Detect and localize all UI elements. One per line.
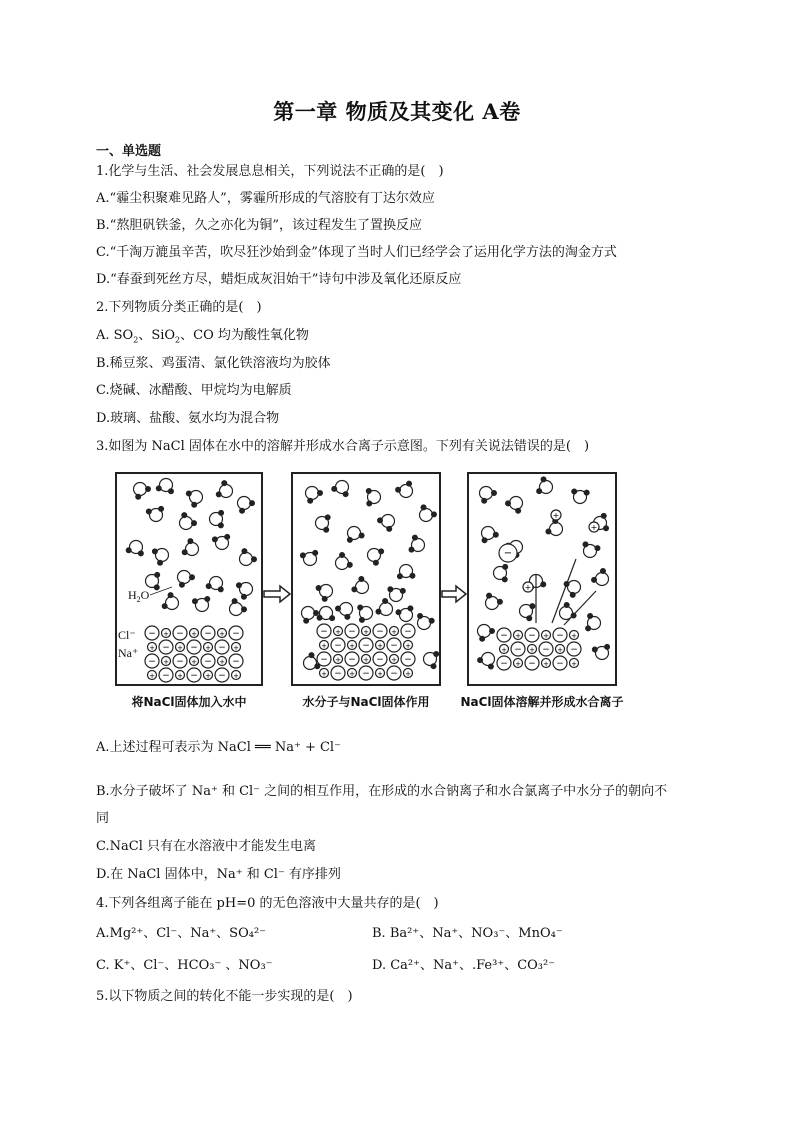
caption-2: 水分子与NaCl固体作用 bbox=[302, 695, 430, 709]
svg-text:+: + bbox=[501, 646, 507, 654]
water-molecule bbox=[396, 481, 413, 497]
svg-text:+: + bbox=[219, 658, 225, 666]
svg-text:−: − bbox=[362, 669, 370, 679]
water-molecule bbox=[216, 481, 232, 498]
q3-option-b-line2: 同 bbox=[96, 811, 110, 826]
water-molecule bbox=[302, 607, 319, 624]
caption-3: NaCl固体溶解并形成水合离子 bbox=[460, 695, 624, 709]
svg-text:+: + bbox=[377, 642, 383, 650]
svg-text:+: + bbox=[391, 656, 397, 664]
q4-option-b: B. Ba²⁺、Na⁺、NO₃⁻、MnO₄⁻ bbox=[372, 926, 563, 941]
svg-text:+: + bbox=[377, 670, 383, 678]
water-molecule bbox=[586, 614, 601, 631]
svg-text:−: − bbox=[528, 631, 536, 641]
water-molecule bbox=[583, 542, 600, 558]
svg-text:+: + bbox=[529, 646, 535, 654]
svg-text:+: + bbox=[177, 672, 183, 680]
q2-stem: 2.下列物质分类正确的是( ) bbox=[96, 300, 262, 315]
svg-text:+: + bbox=[391, 628, 397, 636]
water-molecule bbox=[478, 653, 495, 669]
svg-text:+: + bbox=[363, 656, 369, 664]
svg-text:−: − bbox=[190, 671, 198, 681]
svg-text:−: − bbox=[162, 643, 170, 653]
nacl-dissolution-figure bbox=[96, 463, 700, 719]
q2-option-c: C.烧碱、冰醋酸、甲烷均为电解质 bbox=[96, 383, 292, 398]
water-molecule bbox=[193, 597, 210, 612]
water-molecule bbox=[546, 519, 562, 536]
q3-option-b-line1: B.水分子破坏了 Na⁺ 和 Cl⁻ 之间的相互作用，在形成的水合钠离子和水合氯离子中水分子的朝向不 bbox=[96, 784, 668, 799]
svg-text:−: − bbox=[556, 631, 564, 641]
q1-option-c: C.“千淘万漉虽辛苦，吹尽狂沙始到金”体现了当时人们已经学会了运用化学方法的淘金方式 bbox=[96, 245, 617, 260]
q1-option-a: A.“霾尘积聚难见路人”，雾霾所形成的气溶胶有丁达尔效应 bbox=[96, 191, 435, 206]
water-molecule bbox=[332, 481, 349, 497]
water-molecule bbox=[206, 577, 223, 592]
water-molecule bbox=[336, 553, 353, 570]
water-molecule bbox=[409, 535, 424, 552]
water-molecule bbox=[482, 527, 499, 543]
svg-text:−: − bbox=[503, 548, 513, 559]
water-molecule bbox=[572, 489, 589, 503]
svg-text:−: − bbox=[390, 641, 398, 651]
svg-text:−: − bbox=[514, 645, 522, 655]
water-molecule bbox=[424, 652, 439, 669]
svg-text:+: + bbox=[163, 658, 169, 666]
arrow-2 bbox=[442, 586, 466, 602]
beaker-2 bbox=[292, 473, 440, 685]
svg-text:−: − bbox=[404, 627, 412, 637]
q4-option-c: C. K⁺、Cl⁻、HCO₃⁻ 、NO₃⁻ bbox=[96, 958, 273, 973]
svg-text:−: − bbox=[148, 657, 156, 667]
svg-text:−: − bbox=[500, 631, 508, 641]
water-molecule bbox=[180, 513, 197, 530]
svg-text:−: − bbox=[162, 671, 170, 681]
svg-text:−: − bbox=[376, 627, 384, 637]
svg-text:−: − bbox=[390, 669, 398, 679]
water-molecule bbox=[592, 569, 609, 586]
q2-option-d: D.玻璃、盐酸、氨水均为混合物 bbox=[96, 411, 280, 426]
water-molecule bbox=[396, 606, 413, 622]
caption-1: 将NaCl固体加入水中 bbox=[131, 695, 247, 709]
q3-option-c: C.NaCl 只有在水溶液中才能发生电离 bbox=[96, 839, 316, 854]
water-label: $H_2O$ bbox=[128, 588, 150, 604]
water-molecule bbox=[230, 599, 247, 616]
svg-text:+: + bbox=[524, 583, 532, 592]
svg-text:+: + bbox=[233, 644, 239, 652]
svg-text:−: − bbox=[542, 645, 550, 655]
svg-text:+: + bbox=[543, 632, 549, 640]
svg-text:+: + bbox=[205, 644, 211, 652]
arrow-1 bbox=[264, 586, 290, 602]
svg-text:+: + bbox=[349, 642, 355, 650]
cl-label: Cl⁻ bbox=[118, 628, 136, 642]
water-molecule bbox=[237, 583, 253, 600]
svg-text:−: − bbox=[148, 629, 156, 639]
q2-option-b: B.稀豆浆、鸡蛋清、氯化铁溶液均为胶体 bbox=[96, 356, 331, 371]
water-molecule bbox=[352, 577, 369, 594]
water-molecule bbox=[212, 535, 229, 550]
water-molecule bbox=[178, 571, 195, 588]
page-title: 第一章 物质及其变化 A卷 bbox=[273, 99, 521, 124]
water-molecule bbox=[300, 551, 317, 566]
svg-text:+: + bbox=[349, 670, 355, 678]
water-molecule bbox=[478, 625, 495, 642]
svg-text:+: + bbox=[335, 628, 341, 636]
q3-option-d: D.在 NaCl 固体中，Na⁺ 和 Cl⁻ 有序排列 bbox=[96, 867, 341, 882]
q4-option-a: A.Mg²⁺、Cl⁻、Na⁺、SO₄²⁻ bbox=[96, 926, 267, 941]
svg-text:+: + bbox=[552, 511, 560, 520]
svg-text:−: − bbox=[176, 657, 184, 667]
water-molecule bbox=[388, 587, 405, 602]
water-molecule bbox=[210, 510, 224, 527]
svg-text:−: − bbox=[570, 645, 578, 655]
svg-text:+: + bbox=[219, 630, 225, 638]
svg-text:+: + bbox=[233, 672, 239, 680]
svg-text:+: + bbox=[405, 642, 411, 650]
water-molecule bbox=[537, 477, 553, 494]
q4-option-d: D. Ca²⁺、Na⁺、.Fe³⁺、CO₃²⁻ bbox=[372, 958, 556, 973]
svg-text:−: − bbox=[320, 627, 328, 637]
water-molecule bbox=[366, 489, 380, 506]
water-molecule bbox=[486, 593, 503, 609]
svg-text:−: − bbox=[204, 657, 212, 667]
svg-text:+: + bbox=[571, 660, 577, 668]
water-molecule bbox=[506, 497, 523, 514]
svg-text:+: + bbox=[405, 670, 411, 678]
svg-text:−: − bbox=[376, 655, 384, 665]
water-molecule bbox=[156, 479, 173, 494]
svg-text:+: + bbox=[571, 632, 577, 640]
svg-text:−: − bbox=[334, 641, 342, 651]
q3-option-a: A.上述过程可表示为 NaCl ══ Na⁺ + Cl⁻ bbox=[96, 740, 341, 755]
water-molecule bbox=[520, 604, 535, 621]
water-molecule bbox=[378, 515, 395, 532]
svg-text:−: − bbox=[556, 659, 564, 669]
svg-text:−: − bbox=[528, 659, 536, 669]
water-molecule bbox=[306, 487, 323, 504]
svg-text:+: + bbox=[191, 630, 197, 638]
svg-text:+: + bbox=[163, 630, 169, 638]
water-molecule bbox=[182, 539, 198, 556]
water-molecule bbox=[336, 603, 353, 620]
svg-text:−: − bbox=[190, 643, 198, 653]
q3-stem: 3.如图为 NaCl 固体在水中的溶解并形成水合离子示意图。下列有关说法错误的是( ) bbox=[96, 439, 590, 454]
water-molecule bbox=[480, 487, 497, 504]
water-molecule bbox=[126, 541, 143, 556]
water-molecule bbox=[560, 603, 577, 620]
svg-text:+: + bbox=[515, 660, 521, 668]
svg-text:+: + bbox=[543, 660, 549, 668]
water-molecule bbox=[368, 549, 384, 566]
water-molecule bbox=[418, 614, 435, 630]
water-molecule bbox=[186, 491, 202, 508]
svg-text:+: + bbox=[321, 642, 327, 650]
svg-text:+: + bbox=[590, 523, 598, 532]
svg-text:−: − bbox=[334, 669, 342, 679]
water-molecule bbox=[134, 483, 151, 500]
q2-option-a: A. $SO_2$、SiO$_2$、CO 均为酸性氧化物 bbox=[96, 328, 309, 345]
water-molecule bbox=[592, 644, 609, 659]
na-label: Na⁺ bbox=[118, 646, 139, 660]
section-heading: 一、单选题 bbox=[96, 144, 162, 159]
svg-text:+: + bbox=[149, 644, 155, 652]
q5-stem: 5.以下物质之间的转化不能一步实现的是( ) bbox=[96, 989, 353, 1004]
water-molecule bbox=[240, 549, 257, 566]
svg-text:−: − bbox=[500, 659, 508, 669]
water-molecule bbox=[152, 549, 168, 566]
svg-text:+: + bbox=[335, 656, 341, 664]
water-molecule bbox=[358, 605, 373, 622]
svg-text:−: − bbox=[320, 655, 328, 665]
svg-text:−: − bbox=[404, 655, 412, 665]
q1-option-d: D.“春蚕到死丝方尽，蜡炬成灰泪始干”诗句中涉及氧化还原反应 bbox=[96, 272, 462, 287]
svg-text:−: − bbox=[232, 657, 240, 667]
svg-text:−: − bbox=[176, 629, 184, 639]
svg-text:−: − bbox=[348, 627, 356, 637]
q4-stem: 4.下列各组离子能在 pH=0 的无色溶液中大量共存的是( ) bbox=[96, 896, 439, 911]
water-molecule bbox=[398, 565, 415, 579]
water-molecule bbox=[316, 515, 331, 532]
svg-text:−: − bbox=[218, 671, 226, 681]
water-molecule bbox=[238, 497, 255, 514]
water-molecule bbox=[494, 565, 508, 582]
svg-text:+: + bbox=[557, 646, 563, 654]
svg-text:−: − bbox=[204, 629, 212, 639]
nacl-lattice bbox=[145, 626, 243, 682]
svg-text:−: − bbox=[218, 643, 226, 653]
svg-text:+: + bbox=[321, 670, 327, 678]
water-molecule bbox=[316, 585, 332, 602]
svg-text:−: − bbox=[232, 629, 240, 639]
water-molecule bbox=[317, 607, 334, 621]
svg-text:+: + bbox=[205, 672, 211, 680]
water-molecule bbox=[347, 527, 364, 543]
svg-text:+: + bbox=[149, 672, 155, 680]
svg-text:+: + bbox=[177, 644, 183, 652]
svg-text:−: − bbox=[362, 641, 370, 651]
q1-option-b: B.“熬胆矾铁釜，久之亦化为铜”，该过程发生了置换反应 bbox=[96, 218, 422, 233]
svg-text:+: + bbox=[363, 628, 369, 636]
water-molecule bbox=[376, 599, 392, 616]
nacl-lattice bbox=[497, 628, 581, 670]
q1-stem: 1.化学与生活、社会发展息息相关，下列说法不正确的是( ) bbox=[96, 164, 444, 179]
water-molecule bbox=[420, 505, 437, 522]
water-molecule bbox=[162, 593, 178, 610]
nacl-lattice bbox=[317, 624, 415, 680]
svg-text:+: + bbox=[191, 658, 197, 666]
svg-text:+: + bbox=[515, 632, 521, 640]
water-molecule bbox=[146, 506, 163, 521]
svg-text:−: − bbox=[348, 655, 356, 665]
